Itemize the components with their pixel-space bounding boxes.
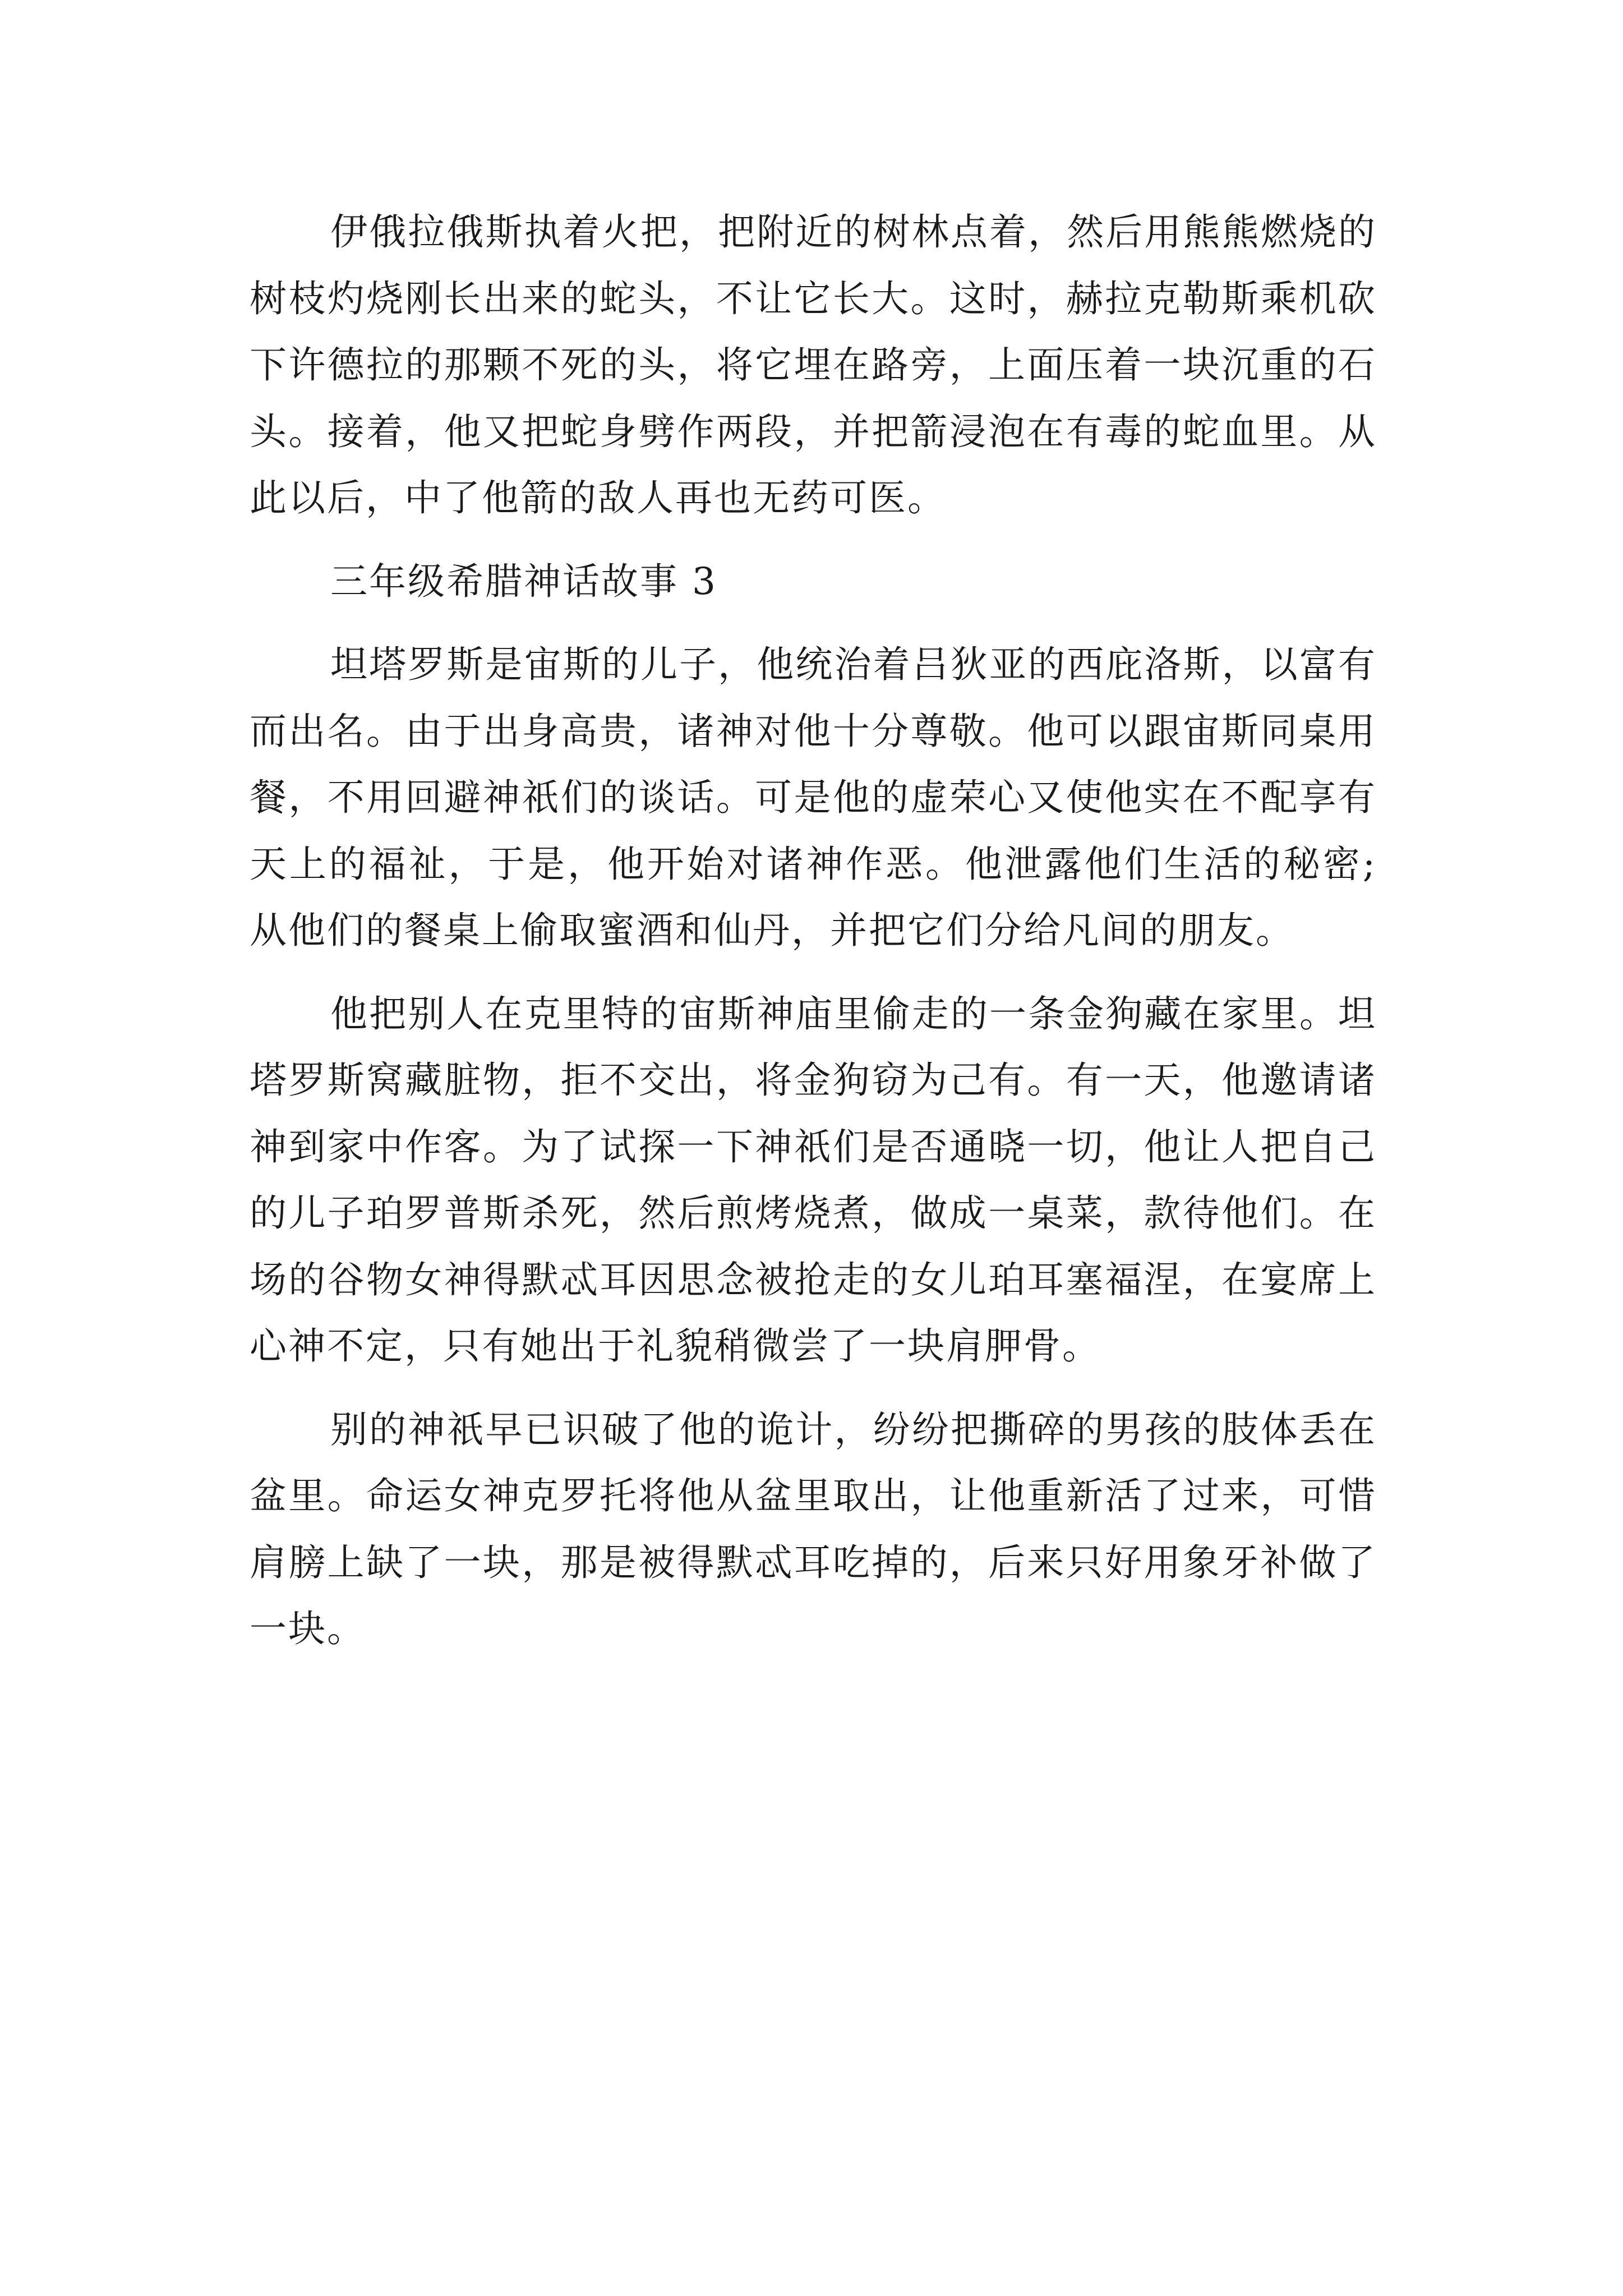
paragraph-tantalus-intro: 坦塔罗斯是宙斯的儿子，他统治着吕狄亚的西庇洛斯，以富有而出名。由于出身高贵，诸神对他十分尊敬。他可以跟宙斯同桌用餐，不用回避神祇们的谈话。可是他的虚荣心又使他实在不配享有天上的福祉，于是，他开始对诸神作恶。他泄露他们生活的秘密;从他们的餐桌上偷取蜜酒和仙丹，并把它们分给凡间的朋友。 xyxy=(250,643,1377,952)
paragraph-gods-revealed: 别的神祇早已识破了他的诡计，纷纷把撕碎的男孩的肢体丢在盆里。命运女神克罗托将他从盆里取出，让他重新活了过来，可惜肩膀上缺了一块，那是被得默忒耳吃掉的，后来只好用象牙补做了一块。 xyxy=(250,1407,1377,1650)
paragraph-iolaus: 伊俄拉俄斯执着火把，把附近的树林点着，然后用熊熊燃烧的树枝灼烧刚长出来的蛇头，不让它长大。这时，赫拉克勒斯乘机砍下许德拉的那颗不死的头，将它埋在路旁，上面压着一块沉重的石头。接着，他又把蛇身劈作两段，并把箭浸泡在有毒的蛇血里。从此以后，中了他箭的敌人再也无药可医。 xyxy=(250,210,1377,519)
document-body xyxy=(250,199,1377,1663)
paragraph-golden-dog: 他把别人在克里特的宙斯神庙里偷走的一条金狗藏在家里。坦塔罗斯窝藏脏物，拒不交出，将金狗窃为己有。有一天，他邀请诸神到家中作客。为了试探一下神祇们是否通晓一切，他让人把自己的儿子珀罗普斯杀死，然后煎烤烧煮，做成一桌菜，款待他们。在场的谷物女神得默忒耳因思念被抢走的女儿珀耳塞福涅，在宴席上心神不定，只有她出于礼貌稍微尝了一块肩胛骨。 xyxy=(250,992,1377,1368)
section-heading: 三年级希腊神话故事 3 xyxy=(330,559,717,603)
